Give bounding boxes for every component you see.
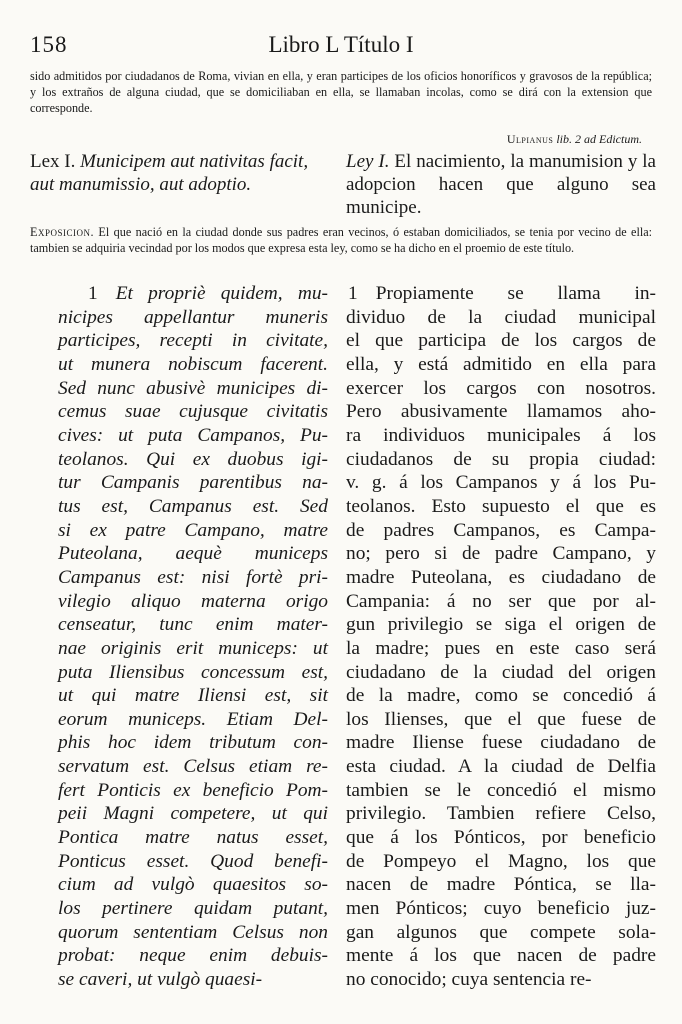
continuation-note: sido admitidos por ciudadanos de Roma, vivian en ella, y eran participes de los oficios honoríficos y gravosos de la república; y los extraños de alguna ciudad, que se domiciliaban en ella, se llamaban incolas, como se dirá con la extension que corresponde. (30, 69, 652, 115)
text-line (346, 684, 656, 708)
line-text: ciudadanos de su propia ciudad: (346, 448, 656, 470)
text-line (346, 755, 656, 779)
text-line (58, 471, 328, 495)
line-text: tus est, Campanus est. Sed (58, 495, 328, 517)
text-line (58, 377, 328, 401)
text-line (346, 519, 656, 543)
text-line (58, 495, 328, 519)
line-text: vilegio aliquo materna origo (58, 590, 328, 612)
line-text: cemus suae cujusque civitatis (58, 401, 328, 423)
text-line (58, 282, 328, 306)
line-text: nicipes appellantur muneris (58, 306, 328, 328)
line-text: phis hoc idem tributum con- (58, 732, 328, 754)
line-text: tambien se le concedió el mismo (346, 779, 656, 801)
text-line (58, 708, 328, 732)
text-line (346, 471, 656, 495)
line-text: ut qui matre Iliensi est, sit (58, 685, 328, 707)
lex-spanish (346, 150, 656, 219)
text-line (346, 826, 656, 850)
text-line (58, 897, 328, 921)
text-line (346, 400, 656, 424)
line-text: los pertinere quidam putant, (58, 898, 328, 920)
line-text: ciudadano de la ciudad del origen (346, 661, 656, 683)
line-text: nacen de madre Póntica, se lla- (346, 874, 656, 896)
line-text: eorum municeps. Etiam Del- (58, 708, 328, 730)
running-title: Libro L Título I (268, 32, 414, 57)
line-text: puta Iliensibus concessum est, (58, 661, 328, 683)
line-text: cium ad vulgò quaesitos so- (58, 874, 328, 896)
line-text: Et propriè quidem, mu- (115, 283, 328, 304)
text-line (58, 731, 328, 755)
paragraph-number: 1 (348, 283, 358, 304)
exposicion-text: El que nació en la ciudad donde sus padres eran vecinos, ó estaban domiciliados, se tenia por vecino de ella: tambien se adquiria vecindad por los modos que expresa esta ley, como se ha dicho en el proemio de este título. (30, 225, 653, 255)
line-text: participes, recepti in civitate, (58, 330, 328, 352)
text-line (58, 802, 328, 826)
text-line (58, 400, 328, 424)
line-text: tur Campanis parentibus na- (58, 472, 328, 494)
line-text: privilegio. Tambien refiere Celso, (346, 803, 656, 825)
line-text: cives: ut puta Campanos, Pu- (58, 424, 328, 446)
paragraph-number: 1 (88, 283, 98, 304)
text-line (346, 306, 656, 330)
line-text: no conocido; cuya sentencia re- (346, 969, 592, 991)
text-line (346, 424, 656, 448)
lex-latin (30, 150, 335, 196)
line-text: los Ilienses, que el que fuese de (346, 708, 656, 730)
line-text: mente á los que nacen de padre (346, 945, 656, 967)
line-text: se caveri, ut vulgò quaesi- (58, 969, 263, 991)
exposicion-label: Exposicion. (30, 225, 94, 239)
text-line (58, 921, 328, 945)
line-text: Ponticus esset. Quod benefi- (58, 850, 328, 872)
text-line (58, 850, 328, 874)
text-line (58, 779, 328, 803)
text-line (58, 968, 328, 992)
line-text: Campania: á no ser que por al- (346, 590, 656, 612)
line-text: probat: neque enim debuis- (58, 945, 328, 967)
text-line (58, 637, 328, 661)
text-line (346, 661, 656, 685)
text-line (346, 329, 656, 353)
text-line (346, 637, 656, 661)
text-line (58, 613, 328, 637)
line-text: quorum sententiam Celsus non (58, 921, 328, 943)
line-text: gan algunos que compete sola- (346, 921, 656, 943)
text-line (58, 306, 328, 330)
page-number: 158 (30, 32, 68, 57)
text-line (346, 873, 656, 897)
text-line (58, 944, 328, 968)
text-line (346, 495, 656, 519)
text-line (346, 353, 656, 377)
line-text: de la madre, como se concedió á (346, 685, 656, 707)
lex-latin-text: Municipem aut nativitas facit, aut manumissio, aut adoptio. (30, 151, 309, 195)
text-line (58, 424, 328, 448)
text-line (346, 282, 656, 306)
line-text: de Pompeyo el Magno, los que (346, 850, 656, 872)
line-text: censeatur, tunc enim mater- (58, 614, 328, 636)
text-line (58, 684, 328, 708)
text-line (58, 519, 328, 543)
lex-latin-label: Lex I. (30, 151, 76, 172)
text-line (346, 779, 656, 803)
line-text: exercer los cargos con nosotros. (346, 377, 656, 399)
line-text: Puteolana, aequè municeps (58, 543, 328, 565)
text-line (58, 826, 328, 850)
line-text: servatum est. Celsus etiam re- (58, 756, 328, 778)
line-text: madre Puteolana, es ciudadano de (346, 566, 656, 588)
text-line (58, 353, 328, 377)
line-text: ella, y está admitido en ella para (346, 353, 656, 375)
line-text: fert Ponticis ex beneficio Pom- (58, 779, 328, 801)
text-line (346, 542, 656, 566)
text-line (58, 590, 328, 614)
line-text: ra individuos municipales á los (346, 424, 656, 446)
text-line (346, 921, 656, 945)
source-citation (507, 132, 642, 147)
page-header (30, 32, 652, 62)
line-text: Propiamente se llama in- (375, 283, 656, 304)
source-reference: lib. 2 ad Edictum. (556, 132, 642, 146)
line-text: Pero abusivamente llamamos aho- (346, 401, 656, 423)
text-line (346, 897, 656, 921)
line-text: el que participa de los cargos de (346, 330, 656, 352)
text-line (58, 566, 328, 590)
text-line (346, 850, 656, 874)
latin-column (58, 282, 328, 992)
lex-spanish-label: Ley I. (346, 151, 390, 172)
text-line (346, 448, 656, 472)
text-line (346, 590, 656, 614)
line-text: Sed nunc abusivè municipes di- (58, 377, 328, 399)
line-text: v. g. á los Campanos y á los Pu- (346, 472, 656, 494)
line-text: nae originis erit municeps: ut (58, 637, 328, 659)
spanish-column (346, 282, 656, 992)
text-line (58, 661, 328, 685)
line-text: de padres Campanos, es Campa- (346, 519, 656, 541)
text-line (346, 968, 656, 992)
line-text: teolanos. Qui ex duobus igi- (58, 448, 328, 470)
line-text: gun privilegio se siga el origen de (346, 614, 656, 636)
line-text: la madre; pues en este caso será (346, 637, 656, 659)
lex-spanish-text: El nacimiento, la manumision y la adopcion hacen que alguno sea municipe. (346, 151, 656, 218)
line-text: que á los Pónticos, por beneficio (346, 827, 656, 849)
text-line (346, 708, 656, 732)
line-text: Pontica matre natus esset, (58, 827, 328, 849)
text-line (58, 542, 328, 566)
line-text: Campanus est: nisi fortè pri- (58, 566, 328, 588)
text-line (346, 731, 656, 755)
text-line (346, 944, 656, 968)
line-text: dividuo de la ciudad municipal (346, 306, 656, 328)
text-line (58, 329, 328, 353)
source-author: Ulpianus (506, 132, 554, 146)
text-line (346, 802, 656, 826)
text-line (346, 377, 656, 401)
exposicion-note (30, 224, 652, 256)
line-text: madre Iliense fuese ciudadano de (346, 732, 656, 754)
text-line (346, 566, 656, 590)
line-text: men Pónticos; cuyo beneficio juz- (346, 898, 656, 920)
line-text: ut munera nobiscum facerent. (58, 353, 328, 375)
line-text: si ex patre Campano, matre (58, 519, 328, 541)
text-line (58, 448, 328, 472)
line-text: teolanos. Esto supuesto el que es (346, 495, 656, 517)
text-line (58, 873, 328, 897)
text-line (346, 613, 656, 637)
line-text: esta ciudad. A la ciudad de Delfia (346, 756, 656, 778)
line-text: peii Magni competere, ut qui (58, 803, 328, 825)
text-line (58, 755, 328, 779)
line-text: no; pero si de padre Campano, y (346, 543, 656, 565)
